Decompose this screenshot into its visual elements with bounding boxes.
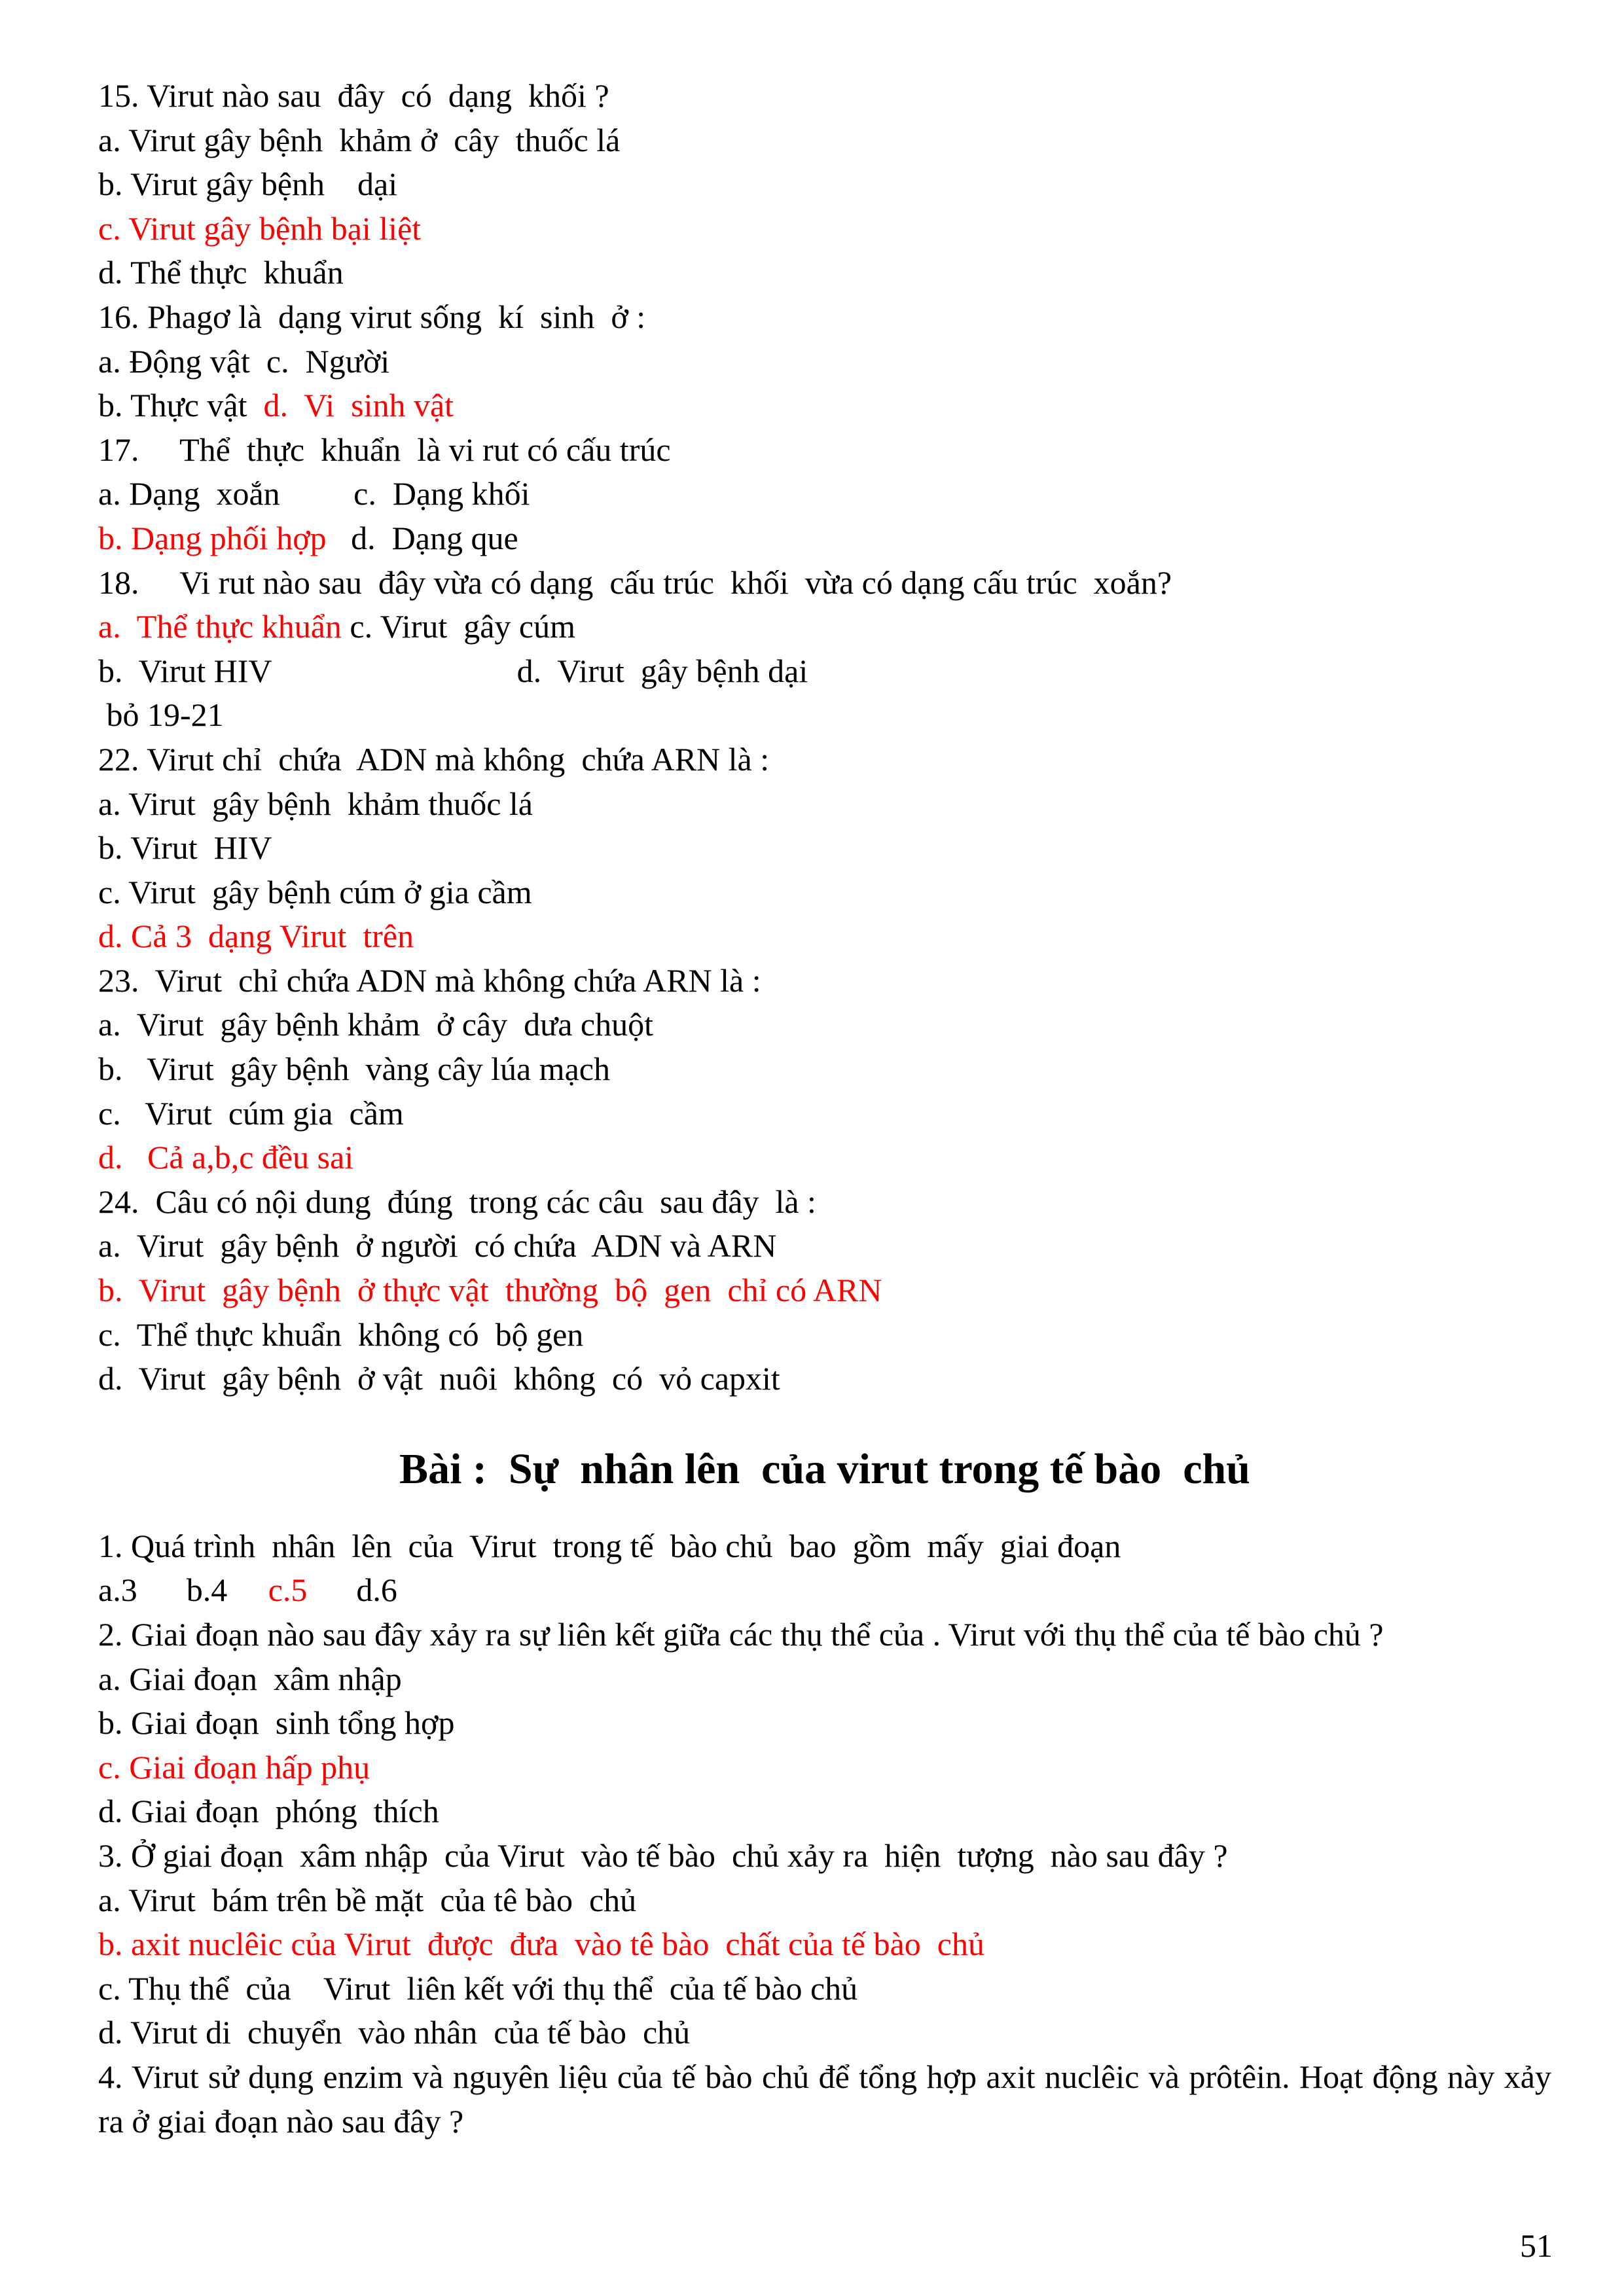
line-text: b. Thực vật [98, 387, 264, 424]
question-list-virus-replication [98, 1524, 1551, 2144]
answer-line: d. Cả a,b,c đều sai [98, 1139, 354, 1176]
text-line: d. Giai đoạn phóng thích [98, 1793, 439, 1830]
text-line: d. Virut gây bệnh ở vật nuôi không có vỏ capxit [98, 1360, 780, 1397]
text-line: d. Virut di chuyển vào nhân của tế bào chủ [98, 2014, 691, 2051]
text-line: bỏ 19-21 [98, 696, 224, 734]
lesson-title: Bài : Sự nhân lên của virut trong tế bào chủ [399, 1444, 1250, 1493]
text-line: a. Virut gây bệnh khảm ở cây thuốc lá [98, 121, 621, 158]
question-list-virus-structure [98, 74, 1551, 1401]
text-line [98, 605, 1551, 649]
text-line [98, 516, 1551, 561]
text-line: 3. Ở giai đoạn xâm nhập của Virut vào tế bào chủ xảy ra hiện tượng nào sau đây ? [98, 1837, 1228, 1874]
answer-line: d. Cả 3 dạng Virut trên [98, 918, 414, 955]
answer-text: c.5 [268, 1571, 308, 1609]
text-line: a. Virut gây bệnh khảm ở cây dưa chuột [98, 1006, 653, 1043]
text-line: a. Động vật c. Người [98, 342, 390, 380]
answer-text: b. Dạng phối hợp [98, 519, 327, 556]
text-line: d. Thể thực khuẩn [98, 254, 344, 291]
page-number: 51 [1520, 2227, 1553, 2264]
text-line: 2. Giai đoạn nào sau đây xảy ra sự liên kết giữa các thụ thể của . Virut với thụ thể của tế bào chủ ? [98, 1616, 1384, 1653]
document-page [98, 74, 1551, 2144]
line-text: c. Virut gây cúm [341, 608, 576, 645]
text-line: c. Thụ thể của Virut liên kết với thụ thể của tế bào chủ [98, 1969, 858, 2007]
text-line [98, 1568, 1551, 1613]
text-line [98, 384, 1551, 428]
answer-line: b. Virut gây bệnh ở thực vật thường bộ gen chỉ có ARN [98, 1272, 882, 1309]
text-line: b. Virut gây bệnh dại [98, 166, 398, 203]
answer-text: d. Vi sinh vật [263, 387, 454, 424]
answer-line: c. Giai đoạn hấp phụ [98, 1748, 370, 1785]
answer-text: a. Thể thực khuẩn [98, 608, 342, 645]
text-line: 17. Thể thực khuẩn là vi rut có cấu trúc [98, 431, 671, 468]
text-line: 22. Virut chỉ chứa ADN mà không chứa ARN là : [98, 740, 770, 778]
text-line: a. Virut gây bệnh ở người có chứa ADN và ARN [98, 1227, 777, 1265]
text-line: c. Virut cúm gia cầm [98, 1094, 404, 1132]
line-text: d. Dạng que [326, 519, 518, 556]
text-line: b. Virut HIV [98, 829, 272, 867]
text-line: c. Virut gây bệnh cúm ở gia cầm [98, 873, 532, 910]
text-line: a. Virut gây bệnh khảm thuốc lá [98, 785, 533, 822]
text-line: 24. Câu có nội dung đúng trong các câu sau đây là : [98, 1183, 816, 1220]
line-text: d.6 [307, 1571, 397, 1609]
answer-line: c. Virut gây bệnh bại liệt [98, 209, 422, 247]
text-line: b. Giai đoạn sinh tổng hợp [98, 1704, 455, 1742]
text-line: 16. Phagơ là dạng virut sống kí sinh ở : [98, 298, 646, 335]
text-line: a. Dạng xoắn c. Dạng khối [98, 475, 530, 512]
text-line: a. Giai đoạn xâm nhập [98, 1660, 402, 1697]
text-line: c. Thể thực khuẩn không có bộ gen [98, 1316, 584, 1353]
text-line: 1. Quá trình nhân lên của Virut trong tế bào chủ bao gồm mấy giai đoạn [98, 1527, 1121, 1564]
text-line: 23. Virut chỉ chứa ADN mà không chứa ARN là : [98, 961, 761, 999]
text-line: 18. Vi rut nào sau đây vừa có dạng cấu trúc khối vừa có dạng cấu trúc xoắn? [98, 564, 1172, 601]
text-line: 4. Virut sử dụng enzim và nguyên liệu của tế bào chủ để tổng hợp axit nuclêic và prôtêin. Hoạt động này xảy ra ở giai đoạn nào sau đây ? [98, 2058, 1551, 2140]
text-line: 15. Virut nào sau đây có dạng khối ? [98, 77, 609, 114]
text-line: b. Virut HIV d. Virut gây bệnh dại [98, 652, 808, 689]
line-text: a.3 b.4 [98, 1571, 268, 1609]
text-line: a. Virut bám trên bề mặt của tê bào chủ [98, 1881, 637, 1918]
answer-line: b. axit nuclêic của Virut được đưa vào tê bào chất của tế bào chủ [98, 1926, 984, 1963]
text-line: b. Virut gây bệnh vàng cây lúa mạch [98, 1050, 610, 1088]
